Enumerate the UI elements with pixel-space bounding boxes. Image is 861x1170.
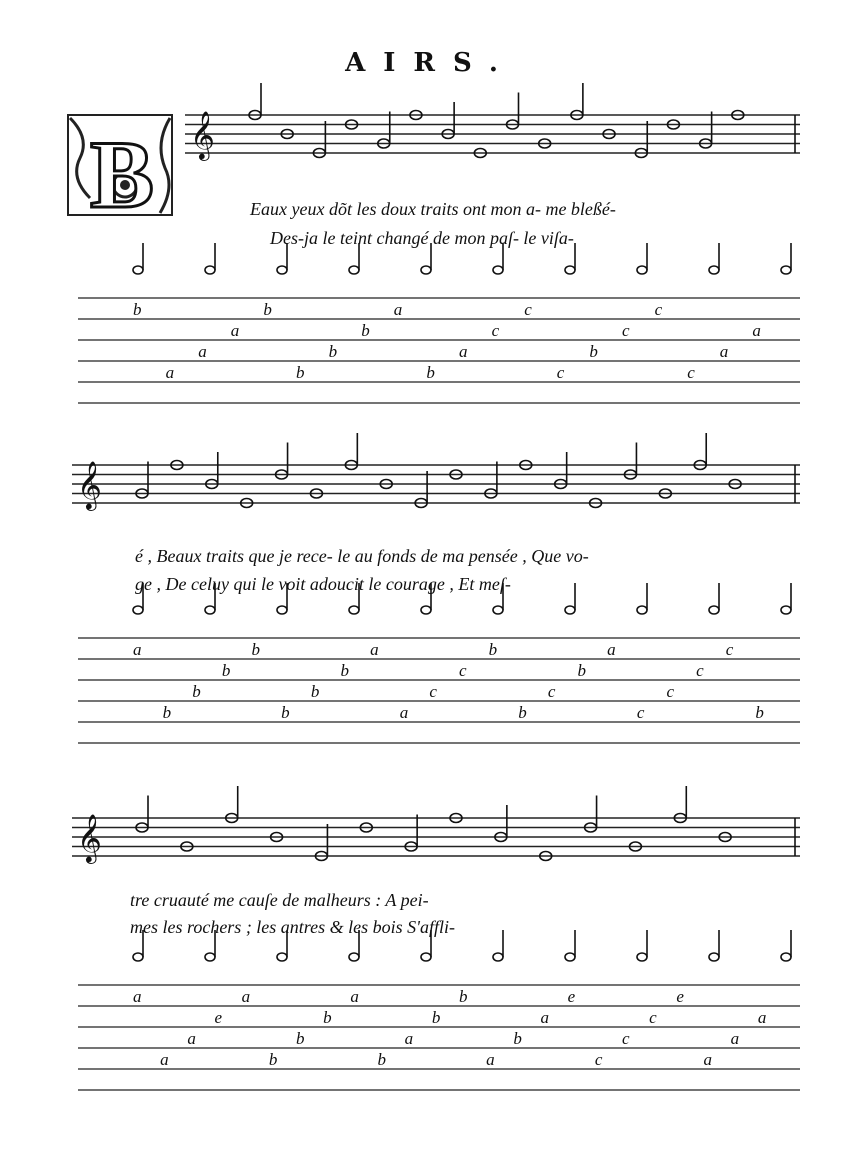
tab-letter: a [730,1029,740,1048]
tab-letter: a [133,640,142,659]
lyric-line: é , Beaux traits que je rece- le au fonds de ma pensée , Que vo- [135,546,589,566]
tab-letter: b [281,703,290,722]
tab-letter: c [524,300,532,319]
rhythm-sign [709,606,719,614]
treble-clef-icon: 𝄞 [190,110,215,159]
tab-letter: b [263,300,272,319]
tab-letter: b [323,1008,332,1027]
rhythm-sign [349,606,359,614]
rhythm-sign [421,953,431,961]
rhythm-sign [565,606,575,614]
rhythm-sign [493,606,503,614]
tab-letter: c [654,300,663,319]
tab-letter: c [725,640,734,659]
tab-letter: b [162,703,172,722]
rhythm-sign [277,606,287,614]
rhythm-sign [349,953,359,961]
tab-letter: b [589,342,598,361]
rhythm-sign [709,266,719,274]
tab-letter: c [649,1008,657,1027]
tab-letter: c [594,1050,603,1069]
tab-letter: a [607,640,616,659]
lyric-line: ge , De celuy qui le voit adoucit le courage , Et meſ- [135,574,511,594]
rhythm-sign [133,266,143,274]
tab-letter: e [676,987,684,1006]
tab-letter: e [214,1008,223,1027]
tab-letter: a [719,342,729,361]
tab-letter: a [459,342,468,361]
tab-letter: c [622,321,630,340]
rhythm-sign [781,606,791,614]
lyric-line: tre cruauté me cauſe de malheurs : A pei- [130,890,429,910]
rhythm-sign [277,266,287,274]
tab-letter: a [165,363,175,382]
tab-letter: b [459,987,468,1006]
rhythm-sign [637,953,647,961]
tab-letter: c [636,703,645,722]
rhythm-sign [349,266,359,274]
tab-letter: a [703,1050,712,1069]
tab-letter: c [622,1029,630,1048]
tab-letter: a [486,1050,495,1069]
tab-letter: c [687,363,695,382]
tab-letter: c [459,661,467,680]
tab-letter: b [310,682,320,701]
tab-letter: a [404,1029,414,1048]
tab-letter: c [547,682,556,701]
rhythm-sign [205,606,215,614]
tab-letter: c [491,321,500,340]
tab-letter: a [160,1050,169,1069]
rhythm-sign [493,953,503,961]
rhythm-sign [493,266,503,274]
tab-letter: c [556,363,565,382]
lyric-line: Eaux yeux dõt les doux traits ont mon a- me bleßé- [250,199,616,219]
rhythm-sign [709,953,719,961]
tab-letter: b [513,1029,522,1048]
tab-letter: b [377,1050,386,1069]
tab-letter: a [230,321,240,340]
rhythm-sign [637,266,647,274]
tab-letter: b [755,703,764,722]
tab-letter: e [567,987,576,1006]
tab-letter: a [370,640,379,659]
lyric-line: Des-ja le teint changé de mon paſ- le viſa- [270,228,574,248]
rhythm-sign [565,266,575,274]
tab-letter: b [268,1050,278,1069]
rhythm-sign [421,266,431,274]
svg-text:B: B [90,121,155,228]
rhythm-sign [205,266,215,274]
tab-letter: b [488,640,498,659]
rhythm-sign [565,953,575,961]
tab-letter: b [221,661,231,680]
treble-clef-icon: 𝄞 [77,813,102,862]
tab-letter: a [752,321,761,340]
tab-letter: a [393,300,403,319]
tab-letter: a [540,1008,549,1027]
tab-letter: a [241,987,251,1006]
tab-letter: b [296,1029,305,1048]
treble-clef-icon: 𝄞 [77,460,102,509]
tab-letter: b [192,682,201,701]
tab-letter: c [666,682,675,701]
rhythm-sign [781,266,791,274]
tab-letter: a [187,1029,196,1048]
tab-letter: c [696,661,704,680]
illuminated-initial [68,115,172,228]
tab-letter: c [429,682,437,701]
tab-letter: a [198,342,207,361]
rhythm-sign [637,606,647,614]
rhythm-sign [277,953,287,961]
rhythm-sign [133,606,143,614]
tab-letter: b [518,703,527,722]
tab-letter: a [757,1008,767,1027]
tab-letter: a [133,987,142,1006]
rhythm-sign [205,953,215,961]
tab-letter: b [340,661,349,680]
tab-letter: b [577,661,587,680]
lyric-line: mes les rochers ; les antres & les bois S'affli- [130,917,455,937]
rhythm-sign [781,953,791,961]
rhythm-sign [421,606,431,614]
tab-letter: b [431,1008,441,1027]
tab-letter: b [251,640,261,659]
page-title: AIRS. [345,48,516,78]
rhythm-sign [133,953,143,961]
tab-letter: b [296,363,305,382]
tab-letter: b [361,321,370,340]
tab-letter: b [328,342,338,361]
tab-letter: a [399,703,409,722]
tab-letter: b [133,300,142,319]
tab-letter: a [350,987,359,1006]
tab-letter: b [426,363,435,382]
